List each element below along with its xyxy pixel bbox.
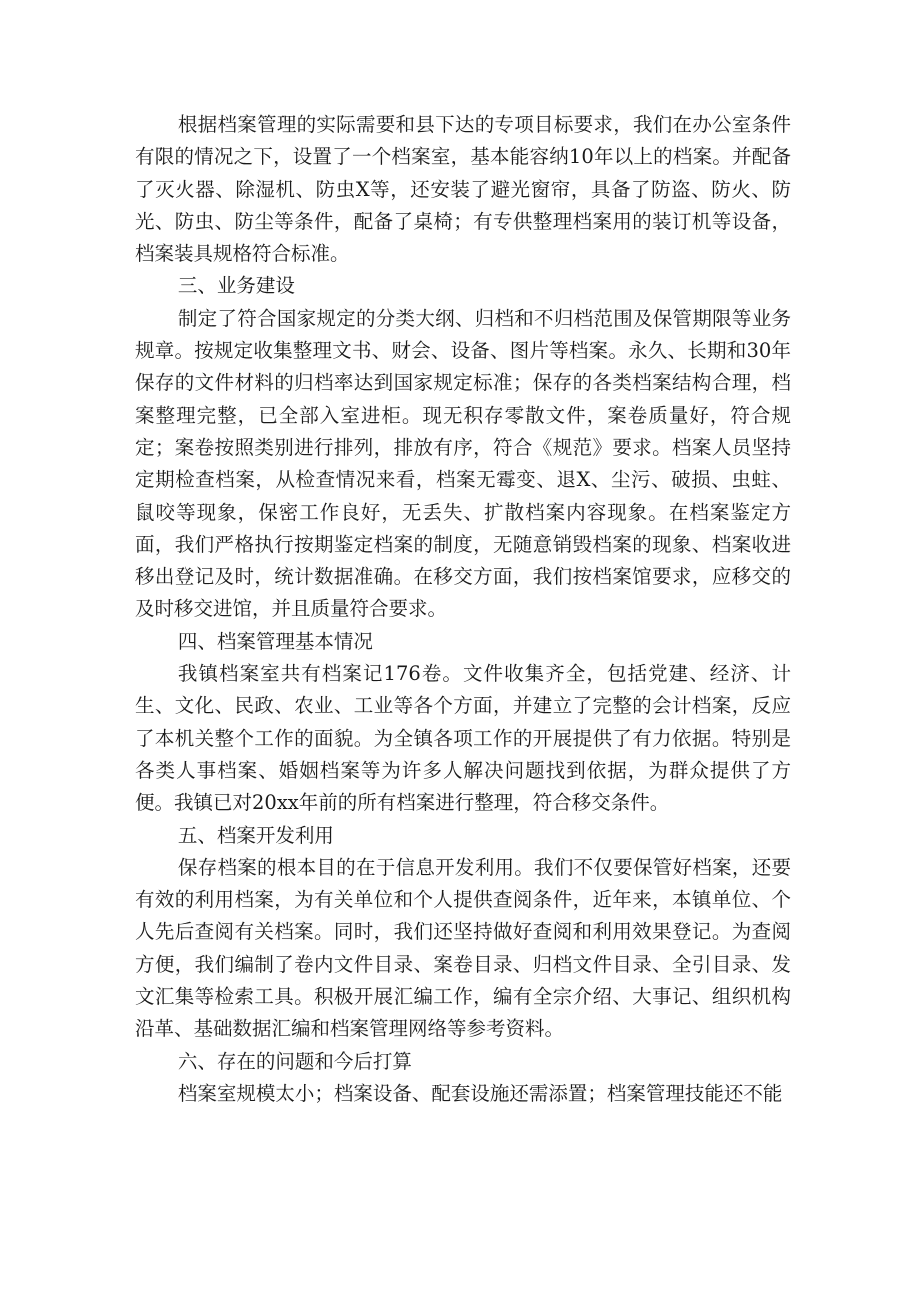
paragraph-archive-room: 根据档案管理的实际需要和县下达的专项目标要求，我们在办公室条件有限的情况之下，设置了一个档案室，基本能容纳10年以上的档案。并配备了灭火器、除湿机、防虫X等，还安装了避光窗帘，具备了防盗、防火、防光、防虫、防尘等条件，配备了桌椅；有专供整理档案用的装订机等设备，档案装具规格符合标准。 — [135, 113, 791, 266]
paragraph-development-utilization: 保存档案的根本目的在于信息开发利用。我们不仅要保管好档案，还要有效的利用档案，为有关单位和个人提供查阅条件，近年来，本镇单位、个人先后查阅有关档案。同时，我们还坚持做好查阅和利用效果登记。为查阅方便，我们编制了卷内文件目录、案卷目录、归档文件目录、全引目录、发文汇集等检索工具。积极开展汇编工作，编有全宗介绍、大事记、组织机构沿革、基础数据汇编和档案管理网络等参考资料。 — [135, 855, 791, 1041]
heading-business-construction: 三、业务建设 — [177, 274, 295, 298]
heading-basic-situation: 四、档案管理基本情况 — [177, 629, 373, 653]
paragraph-problems-plans: 档案室规模太小；档案设备、配套设施还需添置；档案管理技能还不能 — [177, 1081, 783, 1105]
heading-development-utilization: 五、档案开发利用 — [177, 823, 334, 847]
paragraph-basic-situation: 我镇档案室共有档案记176卷。文件收集齐全，包括党建、经济、计生、文化、民政、农业、工业等各个方面，并建立了完整的会计档案，反应了本机关整个工作的面貌。为全镇各项工作的开展提供了有力依据。特别是各类人事档案、婚姻档案等为许多人解决问题找到依据，为群众提供了方便。我镇已对20xx年前的所有档案进行整理，符合移交条件。 — [135, 662, 791, 815]
heading-problems-plans: 六、存在的问题和今后打算 — [177, 1049, 412, 1073]
paragraph-business-construction: 制定了符合国家规定的分类大纲、归档和不归档范围及保管期限等业务规章。按规定收集整理文书、财会、设备、图片等档案。永久、长期和30年保存的文件材料的归档率达到国家规定标准；保存的各类档案结构合理，档案整理完整，已全部入室进柜。现无积存零散文件，案卷质量好，符合规定；案卷按照类别进行排列，排放有序，符合《规范》要求。档案人员坚持定期检查档案，从检查情况来看，档案无霉变、退X、尘污、破损、虫蛀、鼠咬等现象，保密工作良好，无丢失、扩散档案内容现象。在档案鉴定方面，我们严格执行按期鉴定档案的制度，无随意销毁档案的现象、档案收进移出登记及时，统计数据准确。在移交方面，我们按档案馆要求，应移交的及时移交进馆，并且质量符合要求。 — [135, 306, 791, 621]
document-body — [135, 109, 791, 1110]
